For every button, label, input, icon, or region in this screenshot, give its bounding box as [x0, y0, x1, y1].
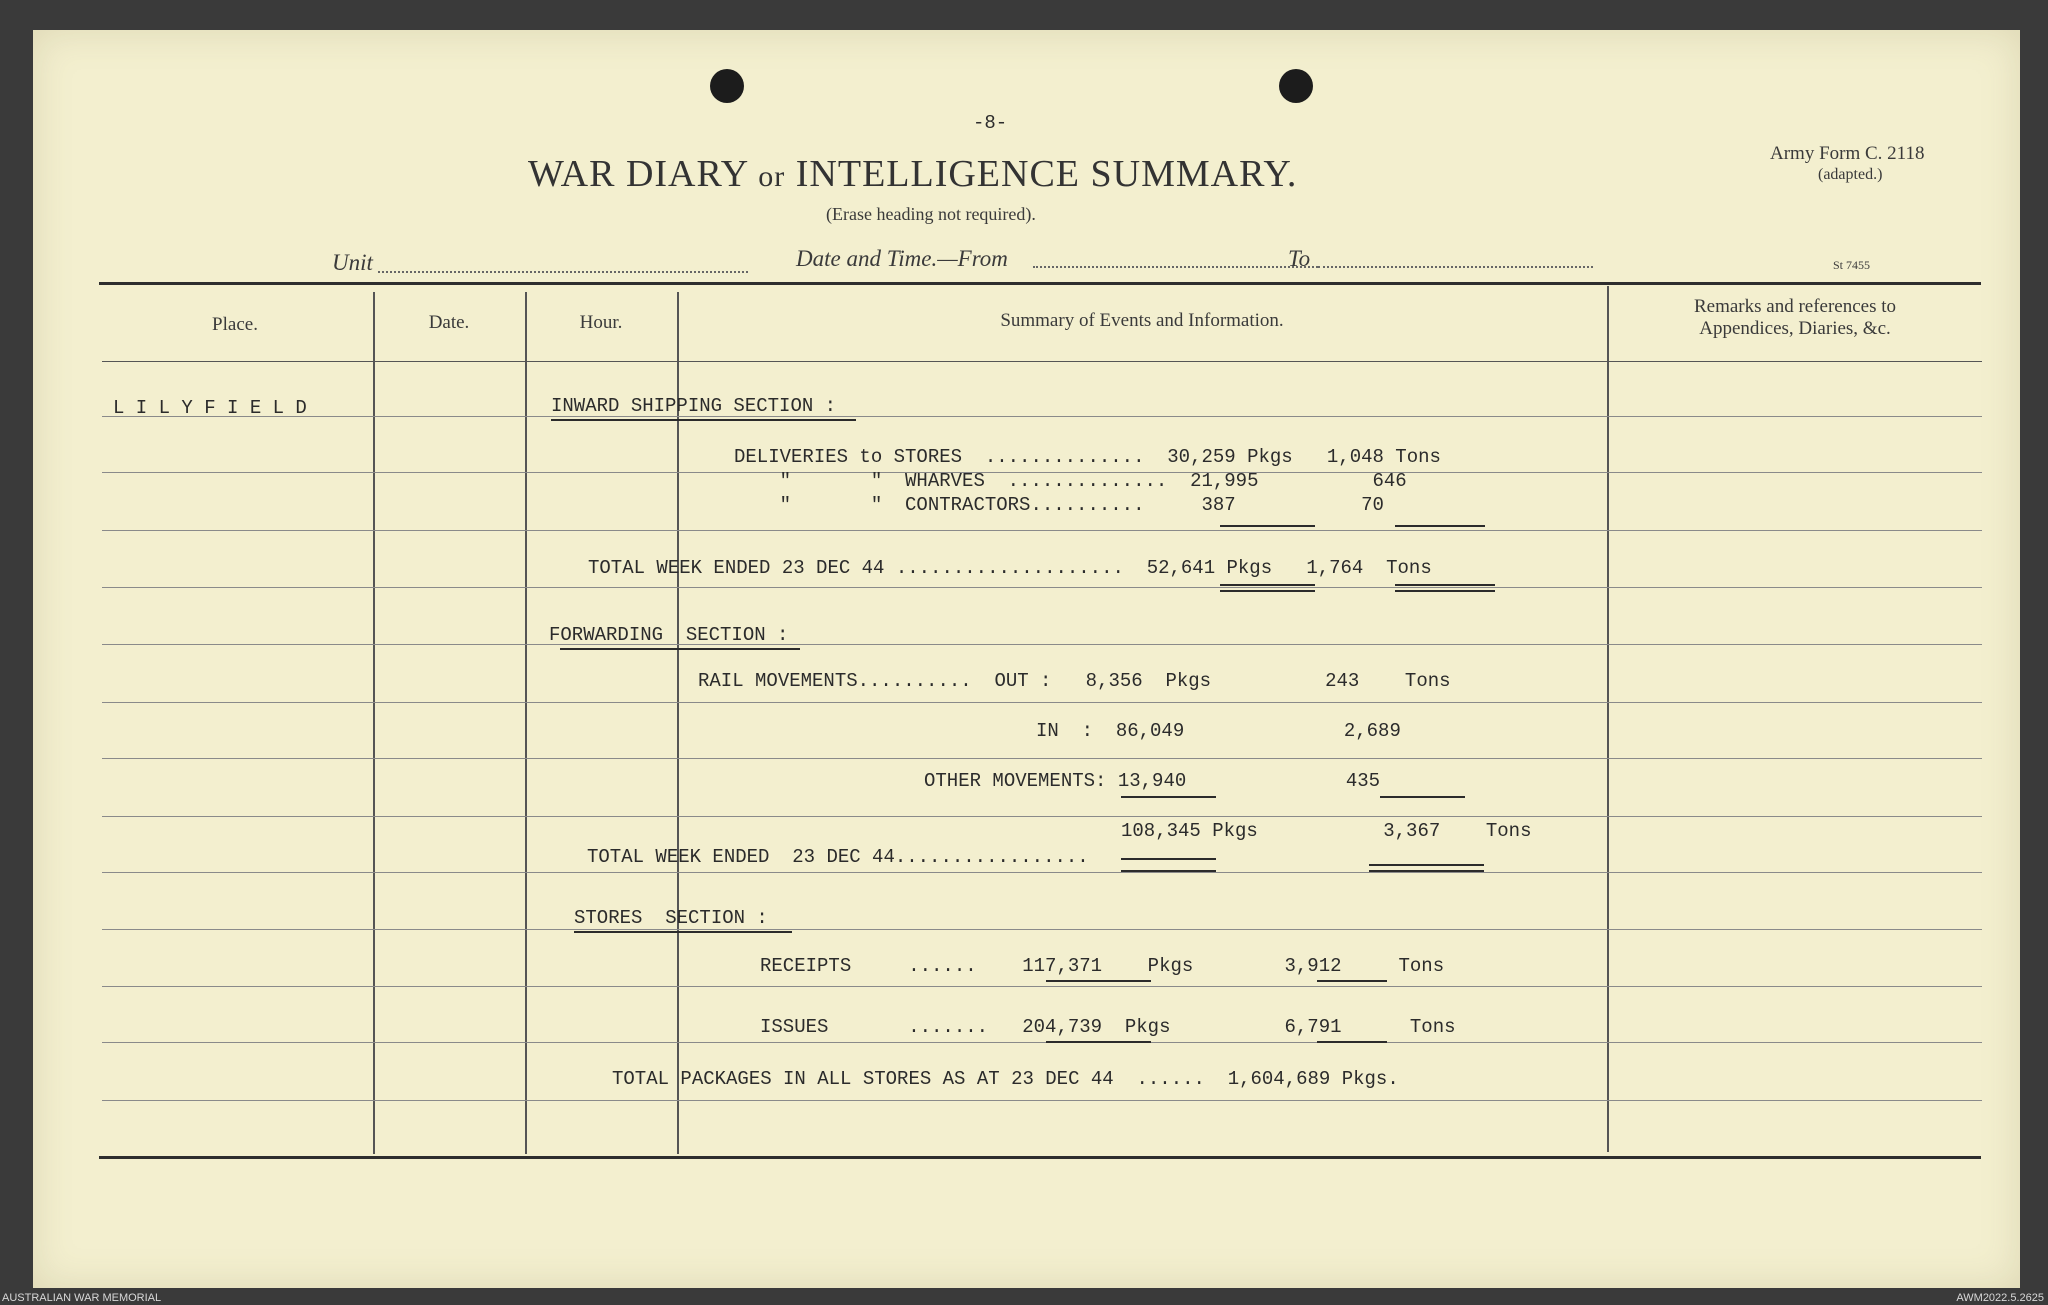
date-from-fill-line [1033, 266, 1318, 268]
column-header-place: Place. [212, 314, 258, 335]
remarks-header-line-2: Appendices, Diaries, &c. [1699, 318, 1891, 339]
ruled-line [102, 1042, 1982, 1043]
total-double-underline [1121, 858, 1216, 860]
to-label: To [1288, 246, 1311, 271]
date-time-label: Date and Time.—From [796, 246, 1008, 271]
title-or: or [758, 160, 786, 193]
title-intelligence-summary: INTELLIGENCE SUMMARY. [795, 153, 1298, 195]
column-header-summary: Summary of Events and Information. [1000, 310, 1284, 331]
column-header-remarks [1609, 296, 1981, 340]
ruled-line [102, 986, 1982, 987]
subtotal-underline [1395, 525, 1485, 527]
heading-underline [551, 419, 856, 421]
footer-credit: AUSTRALIAN WAR MEMORIAL [2, 1292, 162, 1304]
subtotal-underline [1380, 796, 1465, 798]
place-entry: L I L Y F I E L D [113, 397, 307, 419]
inward-total-line: TOTAL WEEK ENDED 23 DEC 44 .................... 52,641 Pkgs 1,764 Tons [588, 557, 1432, 579]
inward-shipping-heading: INWARD SHIPPING SECTION : [551, 395, 837, 417]
ruled-line [102, 416, 1982, 417]
stock-number: St 7455 [1833, 258, 1871, 272]
total-double-underline [1220, 590, 1315, 592]
ruled-line [102, 1100, 1982, 1101]
rail-movements-in-line: IN : 86,049 2,689 [1036, 720, 1401, 742]
figure-underline [1046, 980, 1151, 982]
heading-underline [574, 931, 792, 933]
form-title [528, 152, 1297, 196]
total-packages-line: TOTAL PACKAGES IN ALL STORES AS AT 23 DEC 44 ...... 1,604,689 Pkgs. [612, 1068, 1399, 1090]
diary-page [33, 30, 2020, 1288]
receipts-line: RECEIPTS ...... 117,371 Pkgs 3,912 Tons [760, 955, 1445, 977]
ruled-line [102, 816, 1982, 817]
ruled-line [102, 644, 1982, 645]
ruled-line [102, 361, 1982, 362]
subtotal-underline [1220, 525, 1315, 527]
punch-hole-left [710, 69, 744, 103]
stores-section-heading: STORES SECTION : [574, 907, 768, 929]
page-number: -8- [973, 112, 1008, 134]
title-war-diary: WAR DIARY [528, 153, 748, 195]
figure-underline [1317, 1041, 1387, 1043]
deliveries-contractors-line: " " CONTRACTORS.......... 387 70 [734, 494, 1384, 516]
other-movements-line: OTHER MOVEMENTS: 13,940 435 [924, 770, 1381, 792]
adapted-label: (adapted.) [1818, 166, 1883, 183]
ruled-line [102, 872, 1982, 873]
figure-underline [1046, 1041, 1151, 1043]
table-top-rule [99, 282, 1981, 285]
figure-underline [1317, 980, 1387, 982]
table-bottom-rule [99, 1156, 1981, 1159]
remarks-header-line-1: Remarks and references to [1693, 296, 1897, 317]
ruled-line [102, 758, 1982, 759]
ruled-line [102, 530, 1982, 531]
column-divider [677, 292, 679, 1154]
column-divider [525, 292, 527, 1154]
punch-hole-right [1279, 69, 1313, 103]
total-double-underline [1369, 864, 1484, 866]
rail-movements-out-line: RAIL MOVEMENTS.......... OUT : 8,356 Pkgs 243 Tons [698, 670, 1451, 692]
column-divider [373, 292, 375, 1154]
total-double-underline [1220, 584, 1315, 586]
heading-underline [560, 648, 800, 650]
army-form-label: Army Form C. 2118 [1770, 143, 1925, 164]
column-header-hour: Hour. [579, 312, 623, 333]
unit-label: Unit [332, 250, 373, 275]
forwarding-total-figures: 108,345 Pkgs 3,367 Tons [1121, 820, 1532, 842]
deliveries-stores-line: DELIVERIES to STORES .............. 30,259 Pkgs 1,048 Tons [734, 446, 1441, 468]
date-to-fill-line [1318, 266, 1593, 268]
ruled-line [102, 702, 1982, 703]
total-double-underline [1395, 590, 1495, 592]
total-double-underline [1395, 584, 1495, 586]
issues-line: ISSUES ....... 204,739 Pkgs 6,791 Tons [760, 1016, 1456, 1038]
total-double-underline [1121, 870, 1216, 872]
footer-reference: AWM2022.5.2625 [1956, 1292, 2044, 1304]
subtotal-underline [1121, 796, 1216, 798]
deliveries-wharves-line: " " WHARVES .............. 21,995 646 [734, 470, 1407, 492]
ruled-line [102, 929, 1982, 930]
total-double-underline [1369, 870, 1484, 872]
forwarding-section-heading: FORWARDING SECTION : [549, 624, 789, 646]
unit-fill-line [378, 271, 748, 273]
forwarding-total-line: TOTAL WEEK ENDED 23 DEC 44................. [587, 846, 1089, 868]
ruled-line [102, 587, 1982, 588]
form-subtitle: (Erase heading not required). [826, 204, 1036, 224]
column-header-date: Date. [428, 312, 470, 333]
